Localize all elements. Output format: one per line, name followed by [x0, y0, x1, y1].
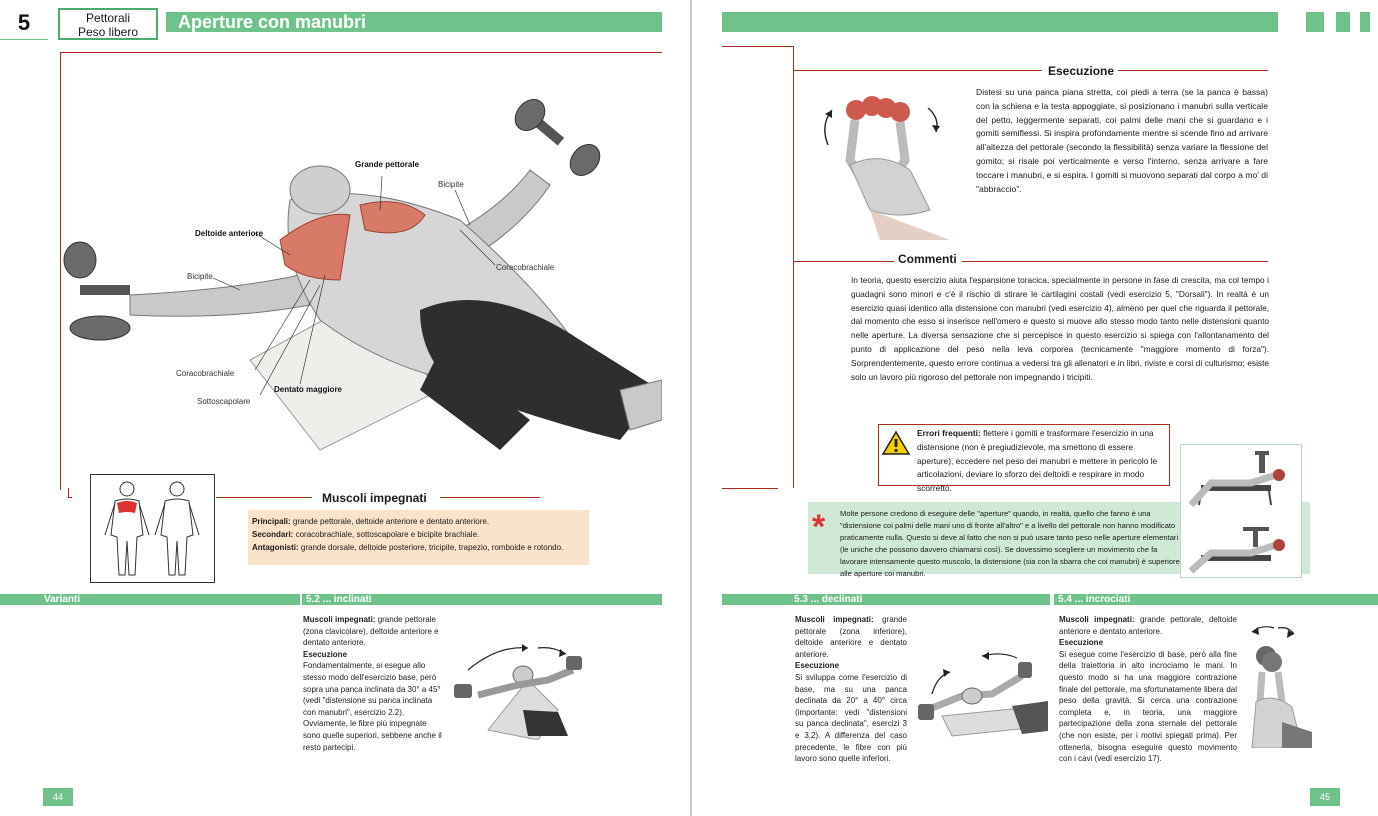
variant-5-2-illustration [448, 640, 588, 740]
page-number-left: 44 [43, 788, 73, 806]
execution-illustration [810, 90, 950, 240]
variant-5-4-title: 5.4 ... incrociati [1054, 594, 1378, 605]
page-number-right: 45 [1310, 788, 1340, 806]
variant-5-3-title: 5.3 ... declinati [722, 594, 1050, 605]
muscles-title-line-right [440, 497, 540, 498]
right-frame-bottom [722, 488, 778, 489]
category-line-1: Pettorali [85, 11, 131, 25]
warning-text: flettere i gomiti e trasformare l'esercizio in una distensione (non è pregiudizievole, ma smettono di essere aperture), eccedere nel peso dei manubri e mettere in pericolo le articolazioni, deviare lo sforzo dei deltoidi e respirare in modo scorretto. [917, 428, 1158, 494]
chapter-number: 5 [0, 6, 48, 40]
secondary-label: Secondari: [252, 530, 294, 539]
comments-title: Commenti [898, 252, 957, 266]
category-box [58, 8, 158, 40]
variant-5-2-exec-text: Fondamentalmente, si esegue allo stesso modo dell'esercizio base, però sopra una panca inclinata da 30° a 45° (vedi "distensione su panca inclinata con manubri", esercizio 2.2). Ovviamente, le fibre più impegnate sono quelle superiori, sebbene anche il resto partecipi. [303, 661, 442, 752]
variant-5-3-muscles-label: Muscoli impegnati: [795, 615, 874, 624]
label-coracobrachiale-left: Coracobrachiale [176, 369, 235, 378]
label-dentato-maggiore: Dentato maggiore [274, 385, 343, 394]
principal-text: grande pettorale, deltoide anteriore e dentato anteriore. [292, 517, 490, 526]
variant-5-4-illustration [1242, 622, 1312, 748]
muscles-title-line-left [216, 497, 312, 498]
variant-5-3-text [795, 614, 907, 765]
execution-text: Distesi su una panca piana stretta, coi piedi a terra (se la panca è bassa) con la schiena e la testa appoggiate, si posizionano i manubri sulla verticale del petto, leggermente separati, coi palmi delle mani che si guardano e i gomiti semiflessi. Si inspira profondamente mentre si scende fino ad arrivare all'altezza del pettorale (secondo la flessibilità) senza variare la flessione del gomito; si risale poi verticalmente e verso l'interno, senza arrivare a fare toccare i manubri, e si espira. I gomiti si muovono separati dal corpo a mo' di "abbraccio". [976, 87, 1268, 194]
variant-5-4-muscles-label: Muscoli impegnati: [1059, 615, 1135, 624]
header-square-2 [1336, 12, 1350, 32]
label-grande-pettorale: Grande pettorale [355, 160, 420, 169]
warning-label: Errori frequenti: [917, 428, 981, 438]
label-sottoscapolare: Sottoscapolare [197, 397, 251, 406]
label-bicipite-right: Bicipite [438, 180, 464, 189]
label-bicipite-left: Bicipite [187, 272, 213, 281]
execution-line-left [794, 70, 1042, 71]
warning-icon [882, 430, 910, 456]
label-coracobrachiale-right: Coracobrachiale [496, 263, 555, 272]
comments-text: In teoria, questo esercizio aiuta l'espansione toracica, specialmente in persone in fase di crescita, ma col tempo i guadagni sono minori e c'è il rischio di stirare le cartilagini costali (vedi esercizio 5, "Dorsali"). In realtà è un esercizio quasi identico alla distensione con manubri (vedi esercizio 4), almeno per quel che riguarda il pettorale, dal momento che esso si inserisce nell'omero e questo si muove allo stesso modo tanto nelle distensioni quanto nelle aperture. La diversa sensazione che si percepisce in questo esercizio si spiega con l'allontanamento del punto di applicazione del peso nella leva corporea (tecnicamente "maggiore momento di forza"). Sorprendentemente, questo errore continua a vedersi tra gli allenatori e in libri, riviste e corsi di culturismo; esiste solo un lavoro più rigoroso del pettorale non impegnando i tricipiti. [851, 275, 1269, 382]
label-deltoide-anteriore: Deltoide anteriore [195, 229, 264, 238]
asterisk-icon: * [812, 508, 826, 546]
variant-5-2-exec-label: Esecuzione [303, 649, 348, 659]
variant-5-2-title: 5.2 ... inclinati [302, 594, 662, 605]
page-spine [690, 0, 692, 816]
variant-5-2-muscles-text: grande pettorale (zona clavicolare), deltoide anteriore e dentato anteriore. [303, 615, 439, 648]
execution-line-right [1118, 70, 1268, 71]
antagonist-label: Antagonisti: [252, 543, 299, 552]
variant-5-4-exec-label: Esecuzione [1059, 638, 1104, 648]
right-frame [722, 46, 794, 488]
comments-line-right [962, 261, 1268, 262]
antagonist-text: grande dorsale, deltoide posteriore, tricipite, trapezio, romboide e rotondo. [300, 543, 564, 552]
variant-5-4-exec-text: Si esegue come l'esercizio di base, però alla fine della traiettoria in alto incrociamo le mani. In questo modo si ha una maggiore contrazione finale del pettorale, ma sfortunatamente libera dal peso della gravità. Si cerca una contrazione completa e, in teoria, una maggiore partecipazione della zona sternale del pettorale (che non esiste, per i motivi spiegati prima). Per ottenerla, bisogna eseguire questo movimento con i cavi (vedi esercizio 17). [1059, 649, 1237, 764]
muscle-map-figure [90, 474, 215, 583]
warning-box [878, 424, 1170, 494]
variant-5-3-muscles-text: grande pettorale (zona inferiore), deltoide anteriore e dentato anteriore. [795, 615, 907, 659]
variant-5-3-illustration [912, 646, 1048, 738]
variant-5-3-exec-label: Esecuzione [795, 661, 840, 671]
muscles-box [248, 510, 589, 565]
principal-label: Principali: [252, 517, 291, 526]
variant-5-3-exec-text: Si sviluppa come l'esercizio di base, ma su una panca declinata da 20° a 40° circa (importante: vedi "distensioni su panca declinata", esercizi 3 e 3.2). A differenza del caso precedente, le fibre con più lavoro sono quelle inferiori. [795, 672, 907, 764]
variant-5-4-text [1059, 614, 1237, 765]
secondary-text: coracobrachiale, sottoscapolare e bicipite brachiale. [295, 530, 480, 539]
muscles-title: Muscoli impegnati [322, 491, 427, 505]
header-square-1 [1306, 12, 1324, 32]
category-line-2: Peso libero [77, 25, 139, 39]
variant-5-2-muscles-label: Muscoli impegnati: [303, 615, 376, 624]
main-illustration [60, 90, 662, 490]
page-title: Aperture con manubri [166, 12, 662, 32]
variant-5-2-text [303, 614, 444, 753]
variant-5-4-muscles-text: grande pettorale, deltoide anteriore e dentato anteriore. [1059, 615, 1237, 636]
tip-box: Molte persone credono di eseguire delle "aperture" quando, in realtà, quello che fanno è una "distensione coi palmi delle mani uno di fronte all'altro" e a livello del pettorale non hanno modificato praticamente nulla. Questo si deve al fatto che non si può usare tanto peso nelle aperture elementari (le uniche che possono davvero chiamarsi così). Se dovessimo scegliere un movimento che fa lavorare intensamente questo muscolo, la distensione (sia con la sbarra che coi manubri) è superiore alle aperture coi manubri. [808, 502, 1310, 574]
header-square-3 [1360, 12, 1370, 32]
header-bar-right [722, 12, 1278, 32]
execution-title: Esecuzione [1048, 64, 1115, 78]
variants-bar: Varianti [0, 594, 300, 605]
comments-line-left [794, 261, 894, 262]
tip-illustration [1180, 444, 1302, 578]
